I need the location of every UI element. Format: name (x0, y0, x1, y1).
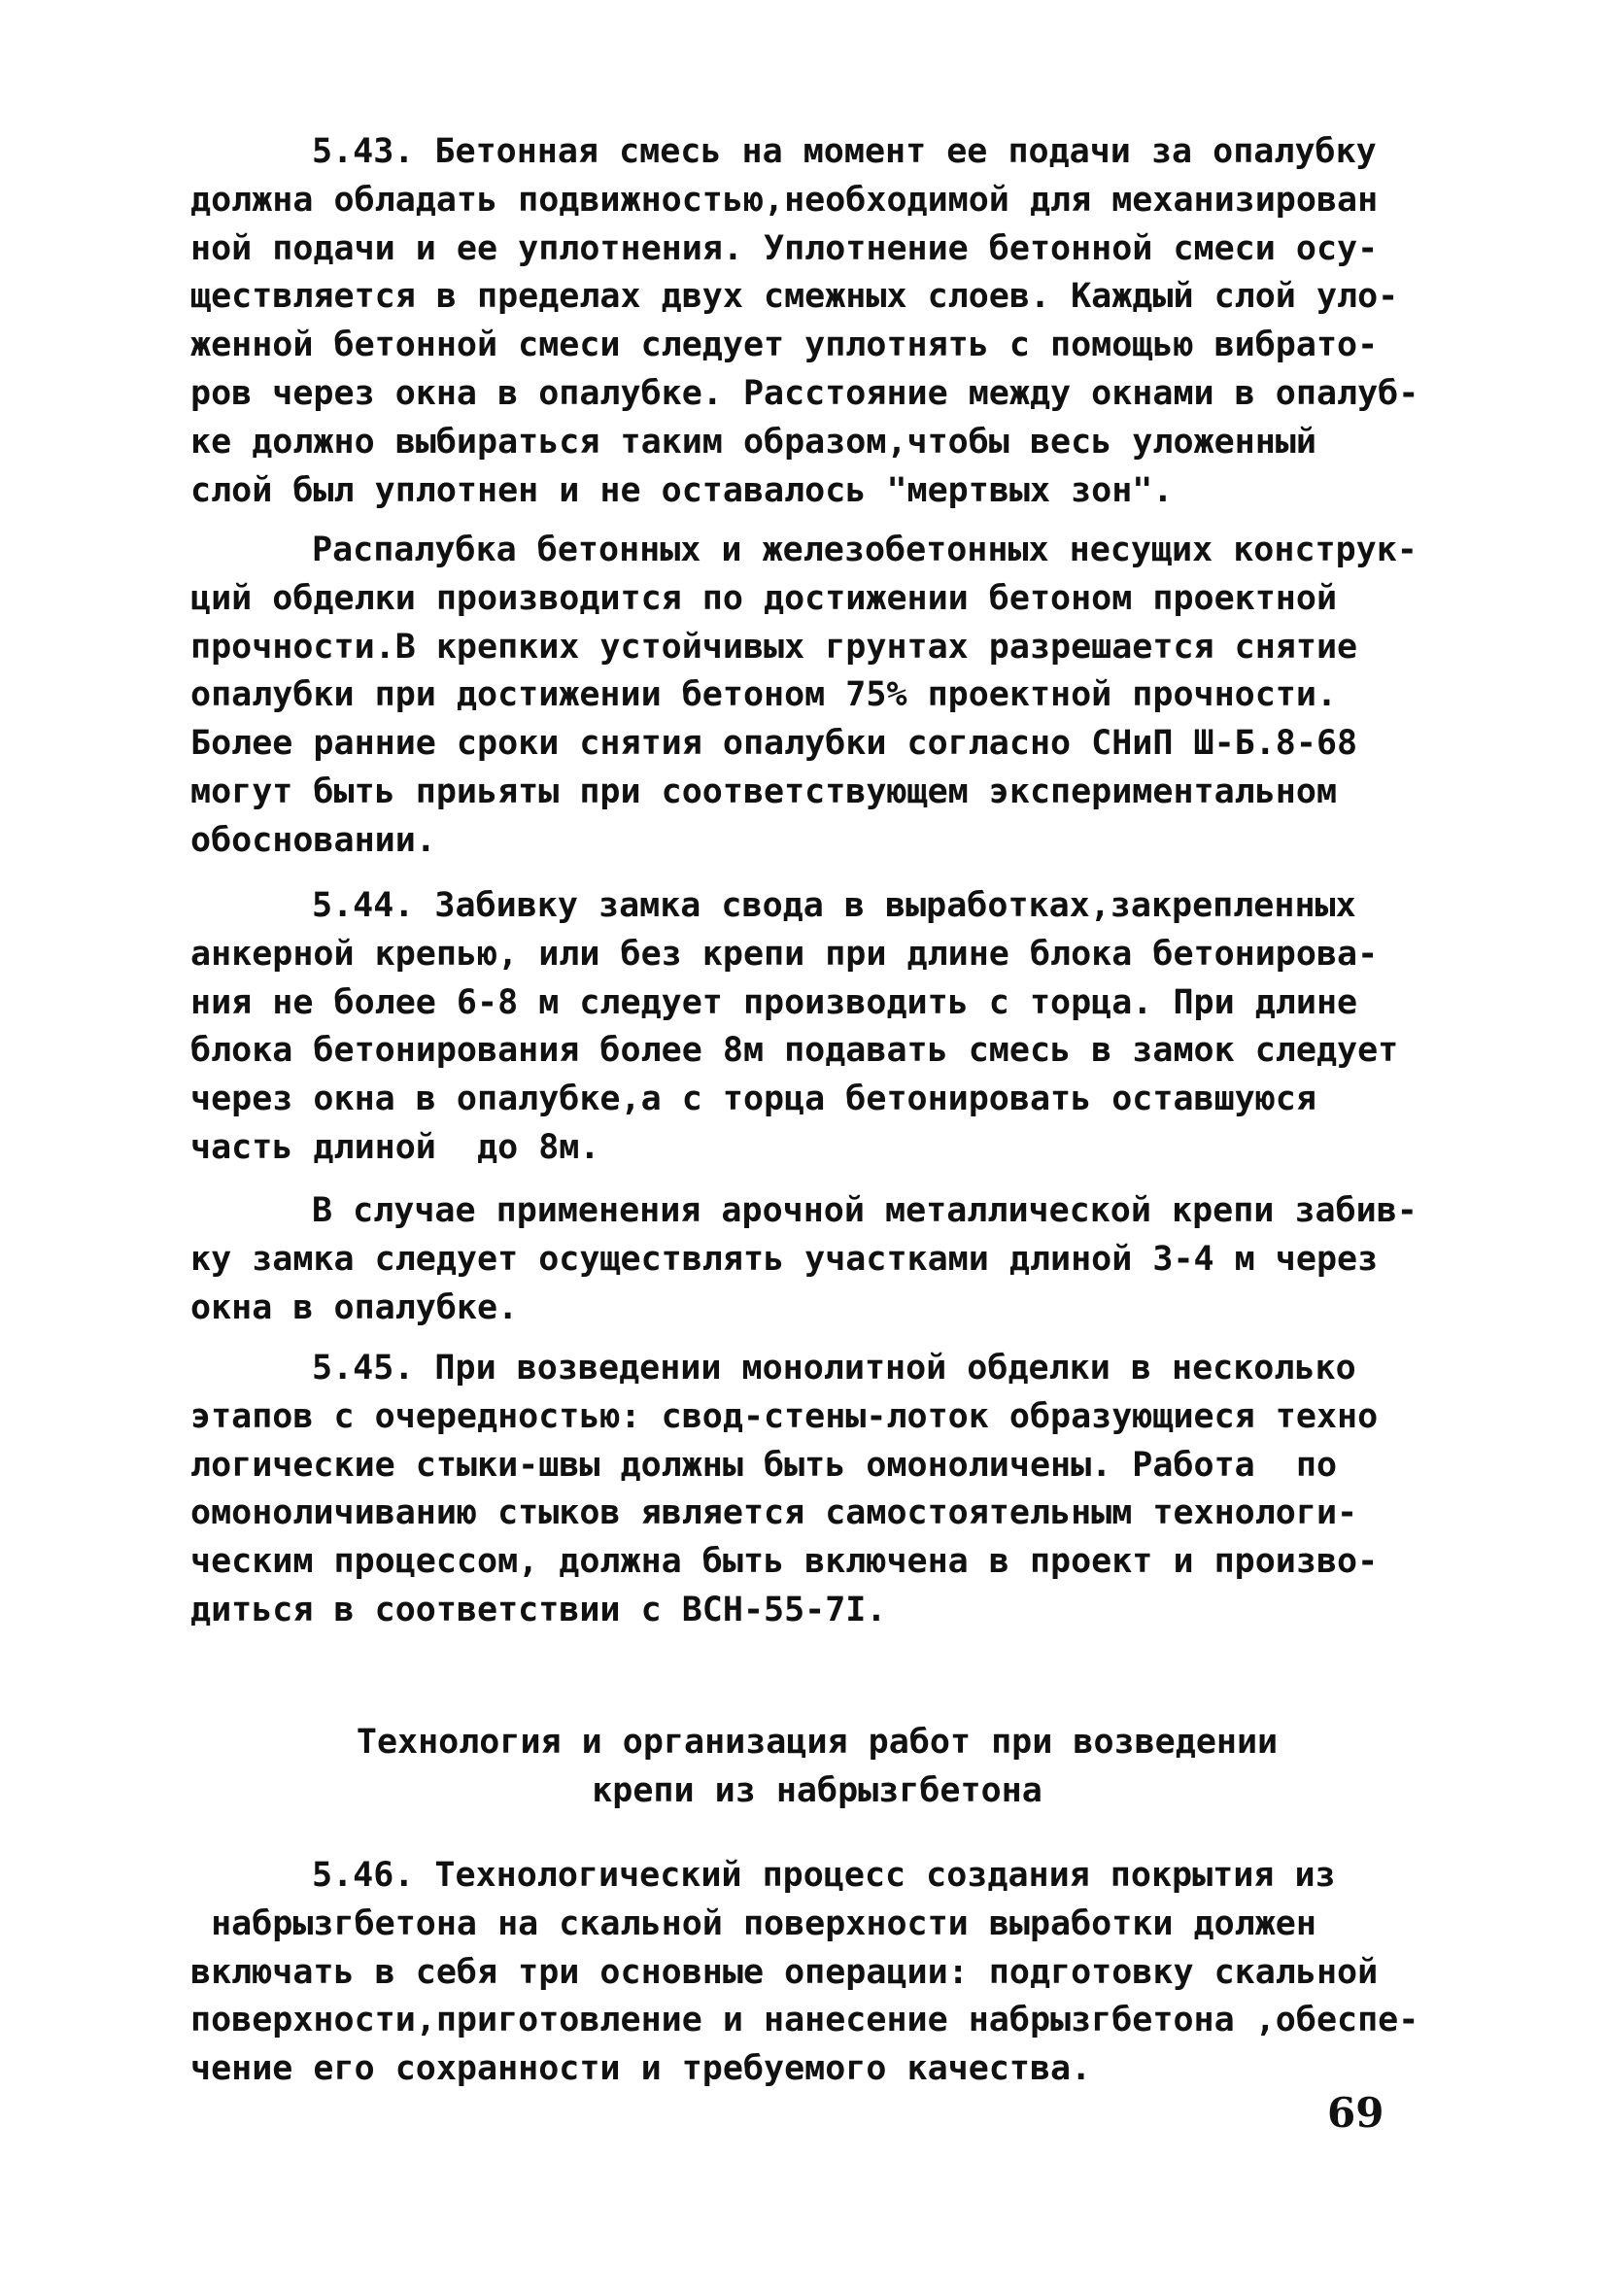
text-line: обосновании. (190, 820, 436, 860)
text-line: анкерной крепью, или без крепи при длине блока бетонирова- (190, 934, 1379, 974)
text-line: 5.44. Забивку замка свода в выработках,закрепленных (312, 886, 1356, 925)
heading-line: крепи из набрызгбетона (592, 1770, 1042, 1810)
text-line: включать в себя три основные операции: подготовку скальной (190, 1952, 1379, 1992)
page-number: 69 (1327, 2089, 1384, 2137)
text-line: ров через окна в опалубке. Расстояние между окнами в опалуб- (190, 373, 1419, 413)
text-line: Распалубка бетонных и железобетонных несущих конструк- (312, 531, 1418, 569)
text-line: через окна в опалубке,а с торца бетонировать оставшуюся (190, 1079, 1316, 1119)
text-line: Более ранние сроки снятия опалубки согласно СНиП Ш-Б.8-68 (190, 724, 1358, 764)
text-line: поверхности,приготовление и нанесение набрызгбетона ,обеспе- (190, 2001, 1419, 2040)
text-line: 5.43. Бетонная смесь на момент ее подачи за опалубку (312, 132, 1377, 171)
text-line: блока бетонирования более 8м подавать смесь в замок следует (190, 1031, 1399, 1071)
text-line: набрызгбетона на скальной поверхности выработки должен (190, 1903, 1316, 1943)
text-line: ния не более 6-8 м следует производить с торца. При длине (190, 982, 1358, 1022)
text-line: омоноличиванию стыков является самостоятельным технологи- (190, 1493, 1358, 1533)
section-heading (190, 1718, 1444, 1815)
text-line: ческим процессом, должна быть включена в проект и произво- (190, 1542, 1379, 1582)
text-line: должна обладать подвижностью,необходимой для механизирован (190, 180, 1379, 220)
text-line: логические стыки-швы должны быть омоноличены. Работа по (190, 1445, 1338, 1485)
paragraph-arch-support (190, 1187, 1444, 1332)
paragraph-5-43 (190, 128, 1444, 515)
text-line: В случае применения арочной металлической крепи забив- (312, 1191, 1418, 1230)
text-line: ной подачи и ее уплотнения. Уплотнение бетонной смеси осу- (190, 228, 1379, 268)
text-line: слой был уплотнен и не оставалось "мертвых зон". (190, 470, 1174, 510)
paragraph-5-46 (190, 1852, 1444, 2094)
text-line: могут быть приьяты при соответствующем экспериментальном (190, 771, 1338, 811)
paragraph-5-45 (190, 1345, 1444, 1635)
heading-line: Технология и организация работ при возведении (356, 1723, 1279, 1762)
text-line: ке должно выбираться таким образом,чтобы весь уложенный (190, 422, 1316, 462)
paragraph-formwork-removal (190, 527, 1444, 866)
text-line: ций обделки производится по достижении бетоном проектной (190, 578, 1338, 618)
text-line: ку замка следует осуществлять участками длиной 3-4 м через (190, 1239, 1379, 1279)
text-line: 5.46. Технологический процесс создания покрытия из (312, 1856, 1336, 1895)
text-line: окна в опалубке. (190, 1287, 519, 1327)
text-line: чение его сохранности и требуемого качества. (190, 2049, 1092, 2089)
text-line: прочности.В крепких устойчивых грунтах разрешается снятие (190, 627, 1358, 667)
text-line: ществляется в пределах двух смежных слоев. Каждый слой уло- (190, 277, 1399, 317)
text-line: диться в соответствии с ВСН-55-7I. (190, 1590, 887, 1629)
text-line: опалубки при достижении бетоном 75% проектной прочности. (190, 675, 1338, 715)
text-line: 5.45. При возведении монолитной обделки в несколько (312, 1349, 1356, 1388)
text-line: часть длиной до 8м. (190, 1127, 600, 1167)
text-line: женной бетонной смеси следует уплотнять с помощью вибрато- (190, 326, 1379, 365)
paragraph-5-44 (190, 882, 1444, 1173)
text-line: этапов с очередностью: свод-стены-лоток образующиеся техно (190, 1396, 1379, 1436)
